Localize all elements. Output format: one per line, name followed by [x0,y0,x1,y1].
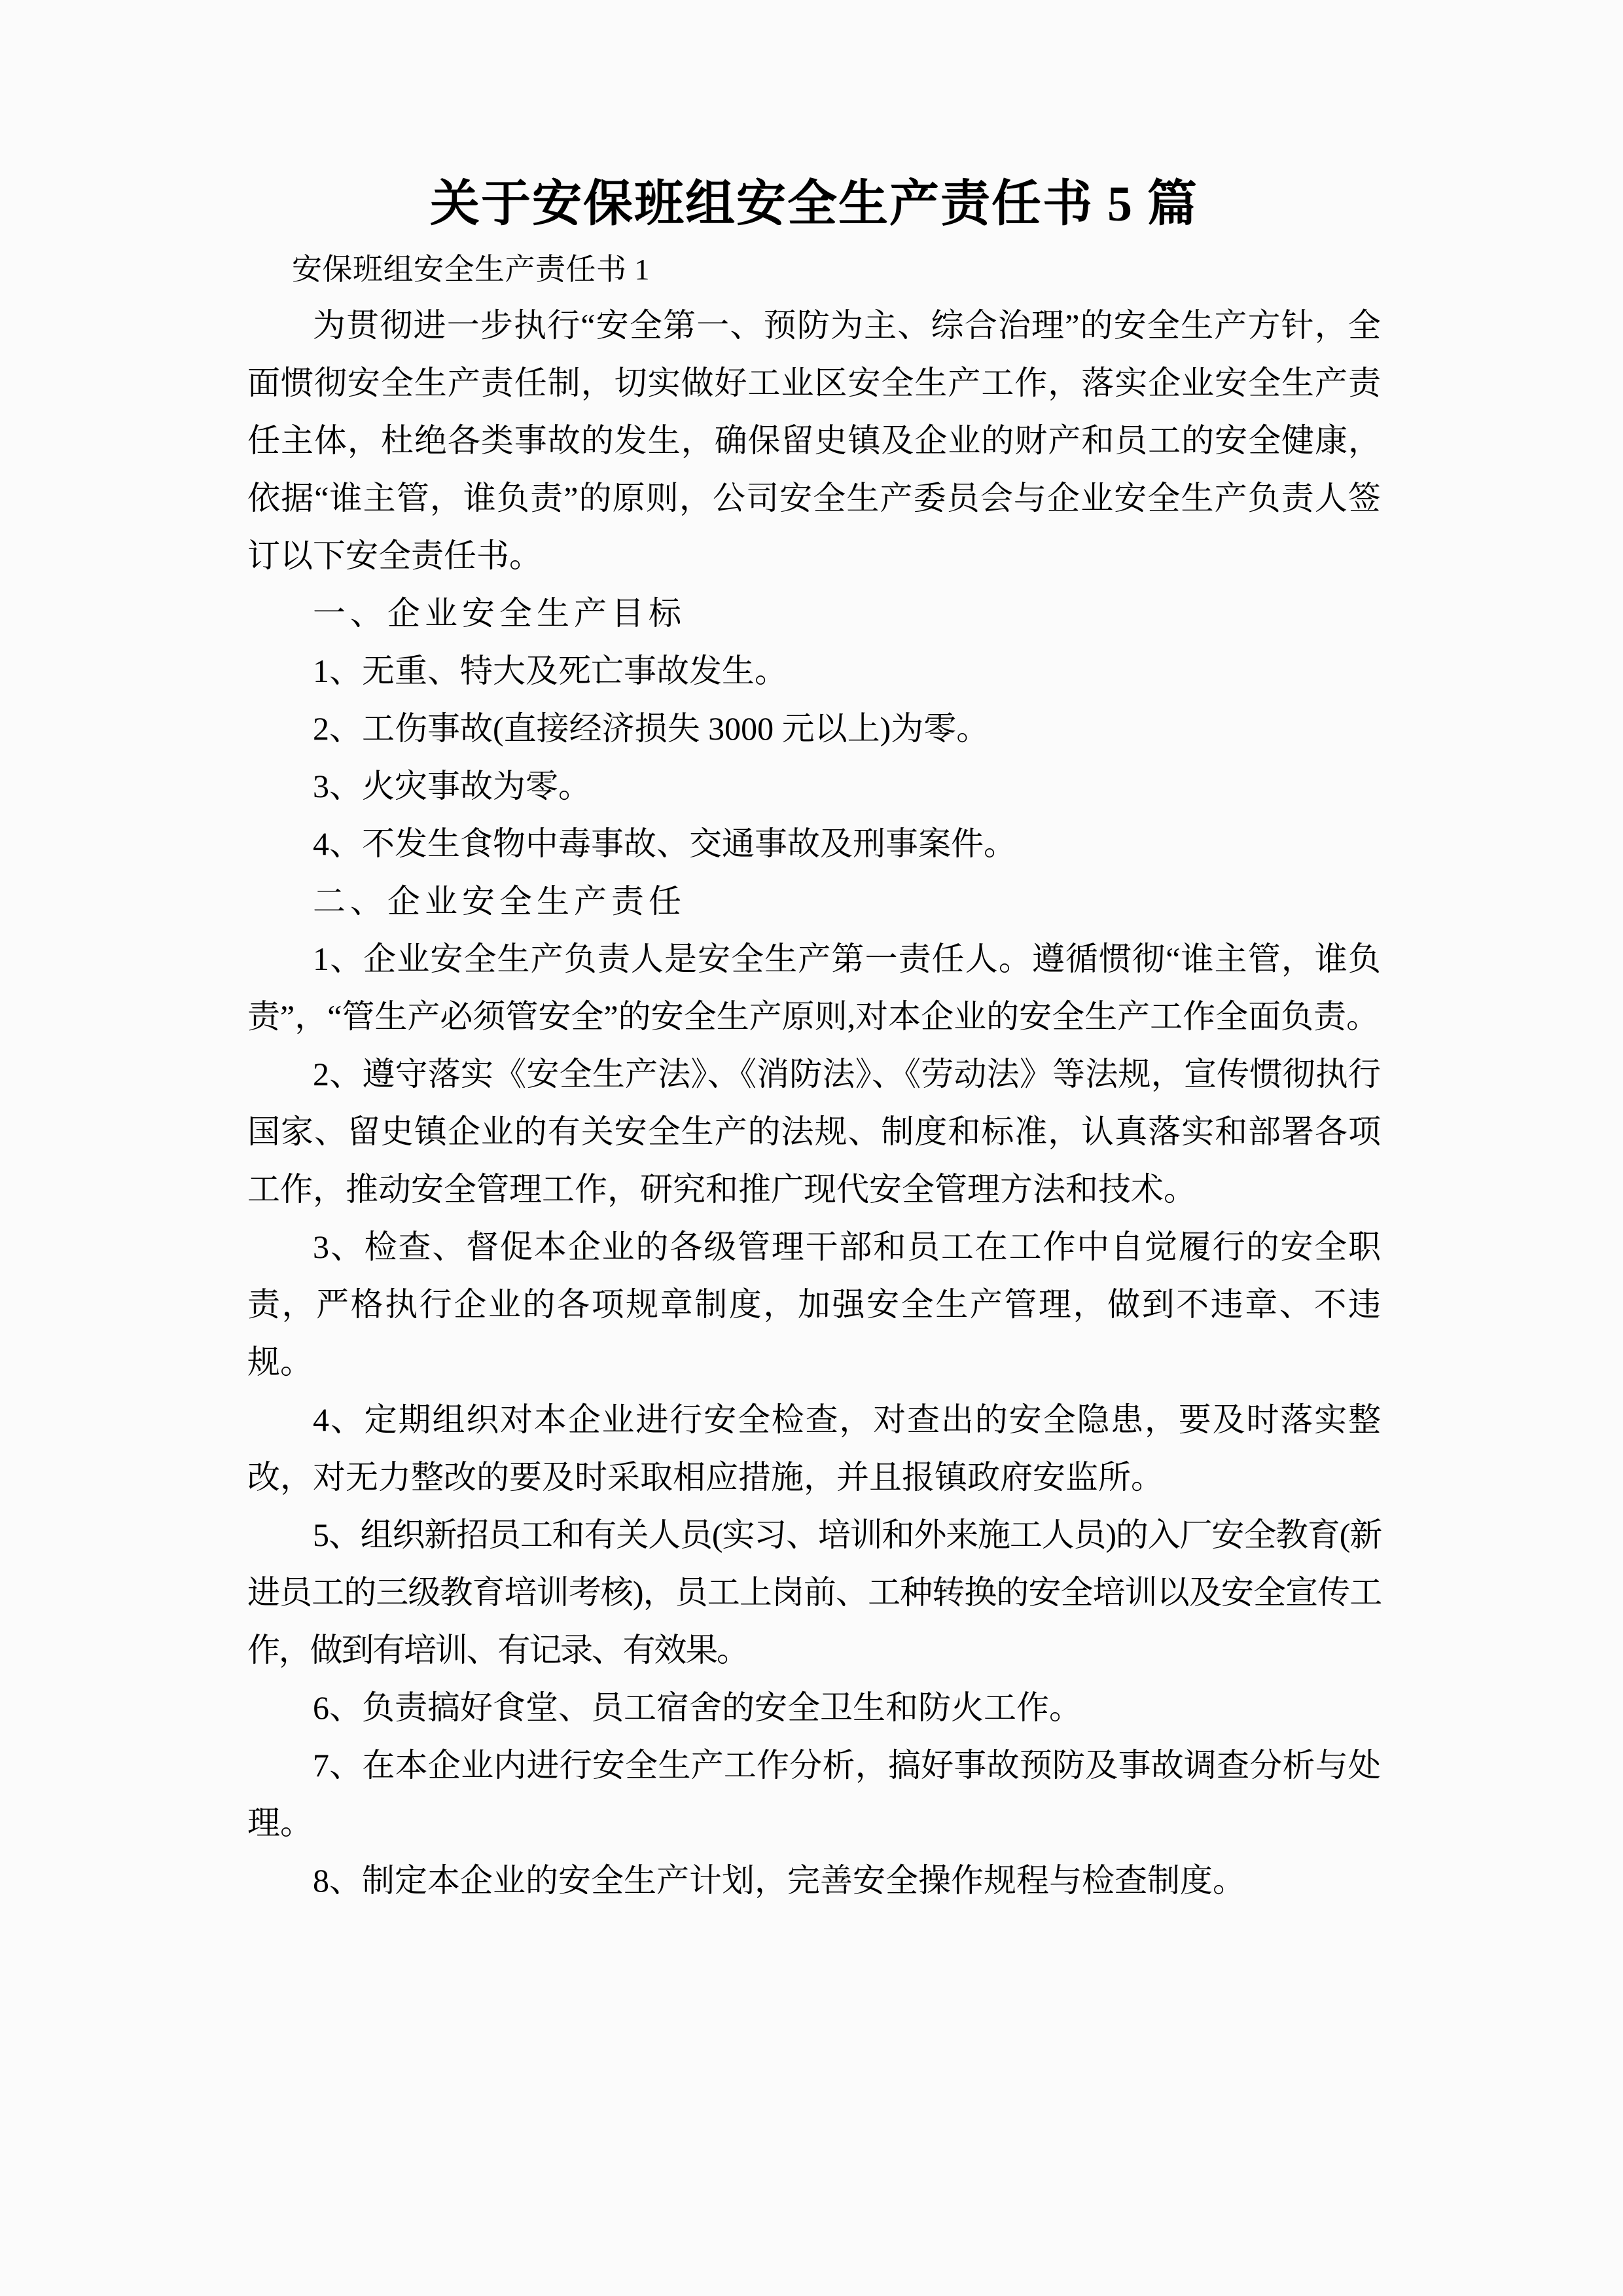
page-title: 关于安保班组安全生产责任书 5 篇 [430,177,1198,232]
document-body [247,177,1381,1909]
list-item: 5、组织新招员工和有关人员(实习、培训和外来施工人员)的入厂安全教育(新进员工的三级教育培训考核)，员工上岗前、工种转换的安全培训以及安全宣传工作，做到有培训、有记录、有效果。 [247,1516,1381,1669]
list-item: 2、工伤事故(直接经济损失 3000 元以上)为零。 [313,710,990,747]
list-item: 7、在本企业内进行安全生产工作分析，搞好事故预防及事故调查分析与处理。 [247,1747,1381,1842]
section-heading-1: 一、企业安全生产目标 [313,595,686,632]
list-item: 6、负责搞好食堂、员工宿舍的安全卫生和防火工作。 [313,1689,1082,1727]
list-item: 1、无重、特大及死亡事故发生。 [313,653,787,690]
list-item: 3、检查、督促本企业的各级管理干部和员工在工作中自觉履行的安全职责，严格执行企业的各项规章制度，加强安全生产管理，做到不违章、不违规。 [247,1229,1381,1381]
document-subtitle: 安保班组安全生产责任书 1 [292,253,650,287]
list-item: 1、企业安全生产负责人是安全生产第一责任人。遵循惯彻“谁主管，谁负责”，“管生产必须管安全”的安全生产原则,对本企业的安全生产工作全面负责。 [247,941,1381,1035]
list-item: 3、火灾事故为零。 [313,768,591,805]
list-item: 4、不发生食物中毒事故、交通事故及刑事案件。 [313,825,1016,863]
section-heading-2: 二、企业安全生产责任 [313,883,686,920]
list-item: 2、遵守落实《安全生产法》、《消防法》、《劳动法》等法规，宣传惯彻执行国家、留史镇企业的有关安全生产的法规、制度和标准，认真落实和部署各项工作，推动安全管理工作，研究和推广现代安全管理方法和技术。 [247,1056,1381,1208]
intro-paragraph: 为贯彻进一步执行“安全第一、预防为主、综合治理”的安全生产方针，全面惯彻安全生产责任制，切实做好工业区安全生产工作，落实企业安全生产责任主体，杜绝各类事故的发生，确保留史镇及企业的财产和员工的安全健康，依据“谁主管，谁负责”的原则，公司安全生产委员会与企业安全生产负责人签订以下安全责任书。 [247,307,1381,575]
list-item: 4、定期组织对本企业进行安全检查，对查出的安全隐患，要及时落实整改，对无力整改的要及时采取相应措施，并且报镇政府安监所。 [247,1401,1381,1496]
list-item: 8、制定本企业的安全生产计划，完善安全操作规程与检查制度。 [313,1862,1245,1899]
